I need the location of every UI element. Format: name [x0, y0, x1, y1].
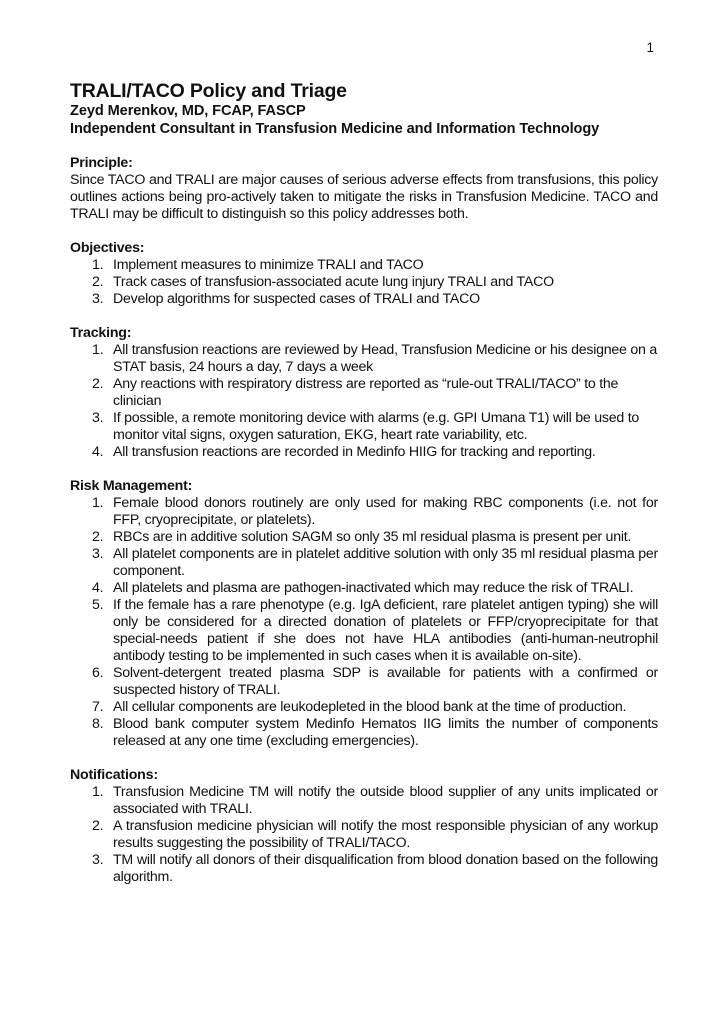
list-number: 5. — [92, 597, 104, 613]
notifications-list — [70, 784, 658, 886]
list-item — [70, 342, 658, 376]
list-number: 8. — [92, 716, 104, 732]
section-heading: Principle: — [70, 155, 133, 171]
list-text: All platelets and plasma are pathogen-inactivated which may reduce the risk of TRALI. — [113, 580, 634, 596]
list-item — [70, 257, 658, 274]
list-text: A transfusion medicine physician will notify the most responsible physician of any workup results suggesting the possibility of TRALI/TACO. — [113, 818, 658, 851]
list-number: 3. — [92, 546, 104, 562]
list-number: 4. — [92, 444, 104, 460]
list-text: All transfusion reactions are reviewed by Head, Transfusion Medicine or his designee on a STAT basis, 24 hours a day, 7 days a week — [113, 342, 657, 375]
list-text: Blood bank computer system Medinfo Hematos IIG limits the number of components released at any one time (excluding emergencies). — [113, 716, 658, 749]
list-item — [70, 495, 658, 529]
list-number: 3. — [92, 852, 104, 868]
list-item — [70, 274, 658, 291]
list-item — [70, 580, 658, 597]
list-text: Solvent-detergent treated plasma SDP is available for patients with a confirmed or suspected history of TRALI. — [113, 665, 658, 698]
affiliation-line: Independent Consultant in Transfusion Medicine and Information Technology — [70, 121, 600, 137]
list-item — [70, 665, 658, 699]
section-tracking — [70, 325, 658, 461]
list-item — [70, 699, 658, 716]
list-text: All platelet components are in platelet additive solution with only 35 ml residual plasma per component. — [113, 546, 658, 579]
list-text: TM will notify all donors of their disqualification from blood donation based on the following algorithm. — [113, 852, 658, 885]
section-heading: Risk Management: — [70, 478, 193, 494]
list-number: 2. — [92, 529, 104, 545]
list-item — [70, 444, 658, 461]
list-text: Develop algorithms for suspected cases of TRALI and TACO — [113, 291, 480, 307]
list-item — [70, 818, 658, 852]
list-item — [70, 546, 658, 580]
risk-management-list — [70, 495, 658, 750]
list-text: Female blood donors routinely are only used for making RBC components (i.e. not for FFP, cryoprecipitate, or platelets). — [113, 495, 658, 528]
list-text: Implement measures to minimize TRALI and TACO — [113, 257, 424, 273]
list-number: 7. — [92, 699, 104, 715]
list-item — [70, 852, 658, 886]
list-text: If possible, a remote monitoring device with alarms (e.g. GPI Umana T1) will be used to monitor vital signs, oxygen saturation, EKG, heart rate variability, etc. — [113, 410, 640, 443]
list-number: 3. — [92, 291, 104, 307]
list-item — [70, 376, 658, 410]
document-header — [70, 80, 658, 138]
list-number: 1. — [92, 495, 104, 511]
list-item — [70, 784, 658, 818]
section-risk-management — [70, 478, 658, 750]
list-item — [70, 716, 658, 750]
page-number: 1 — [646, 40, 654, 55]
list-item — [70, 410, 658, 444]
tracking-list — [70, 342, 658, 461]
section-heading: Notifications: — [70, 767, 158, 783]
section-heading: Tracking: — [70, 325, 132, 341]
list-text: Transfusion Medicine TM will notify the outside blood supplier of any units implicated or associated with TRALI. — [113, 784, 658, 817]
list-number: 6. — [92, 665, 104, 681]
list-text: Track cases of transfusion-associated acute lung injury TRALI and TACO — [113, 274, 554, 290]
list-number: 2. — [92, 376, 104, 392]
section-heading: Objectives: — [70, 240, 145, 256]
document-title: TRALI/TACO Policy and Triage — [70, 80, 347, 102]
list-number: 3. — [92, 410, 104, 426]
list-text: If the female has a rare phenotype (e.g. IgA deficient, rare platelet antigen typing) she will only be considered for a directed donation of platelets or FFP/cryoprecipitate for that special-needs patient if she does not have HLA antibodies (anti-human-neutrophil antibody testing to be implemented in such cases when it is available on-site). — [113, 597, 658, 664]
objectives-list — [70, 257, 658, 308]
list-text: RBCs are in additive solution SAGM so only 35 ml residual plasma is present per unit. — [113, 529, 632, 545]
section-principle — [70, 155, 658, 223]
list-number: 1. — [92, 257, 104, 273]
list-item — [70, 291, 658, 308]
document-body — [70, 80, 658, 886]
author-line: Zeyd Merenkov, MD, FCAP, FASCP — [70, 103, 306, 119]
list-item — [70, 597, 658, 665]
principle-text: Since TACO and TRALI are major causes of serious adverse effects from transfusions, this policy outlines actions being pro-actively taken to mitigate the risks in Transfusion Medicine. TACO and TRALI may be difficult to distinguish so this policy addresses both. — [70, 172, 658, 222]
list-text: Any reactions with respiratory distress are reported as “rule-out TRALI/TACO” to the clinician — [113, 376, 619, 409]
list-number: 1. — [92, 342, 104, 358]
list-number: 4. — [92, 580, 104, 596]
list-text: All cellular components are leukodepleted in the blood bank at the time of production. — [113, 699, 627, 715]
list-number: 2. — [92, 818, 104, 834]
list-text: All transfusion reactions are recorded in Medinfo HIIG for tracking and reporting. — [113, 444, 596, 460]
list-number: 1. — [92, 784, 104, 800]
list-item — [70, 529, 658, 546]
section-notifications — [70, 767, 658, 886]
section-objectives — [70, 240, 658, 308]
list-number: 2. — [92, 274, 104, 290]
